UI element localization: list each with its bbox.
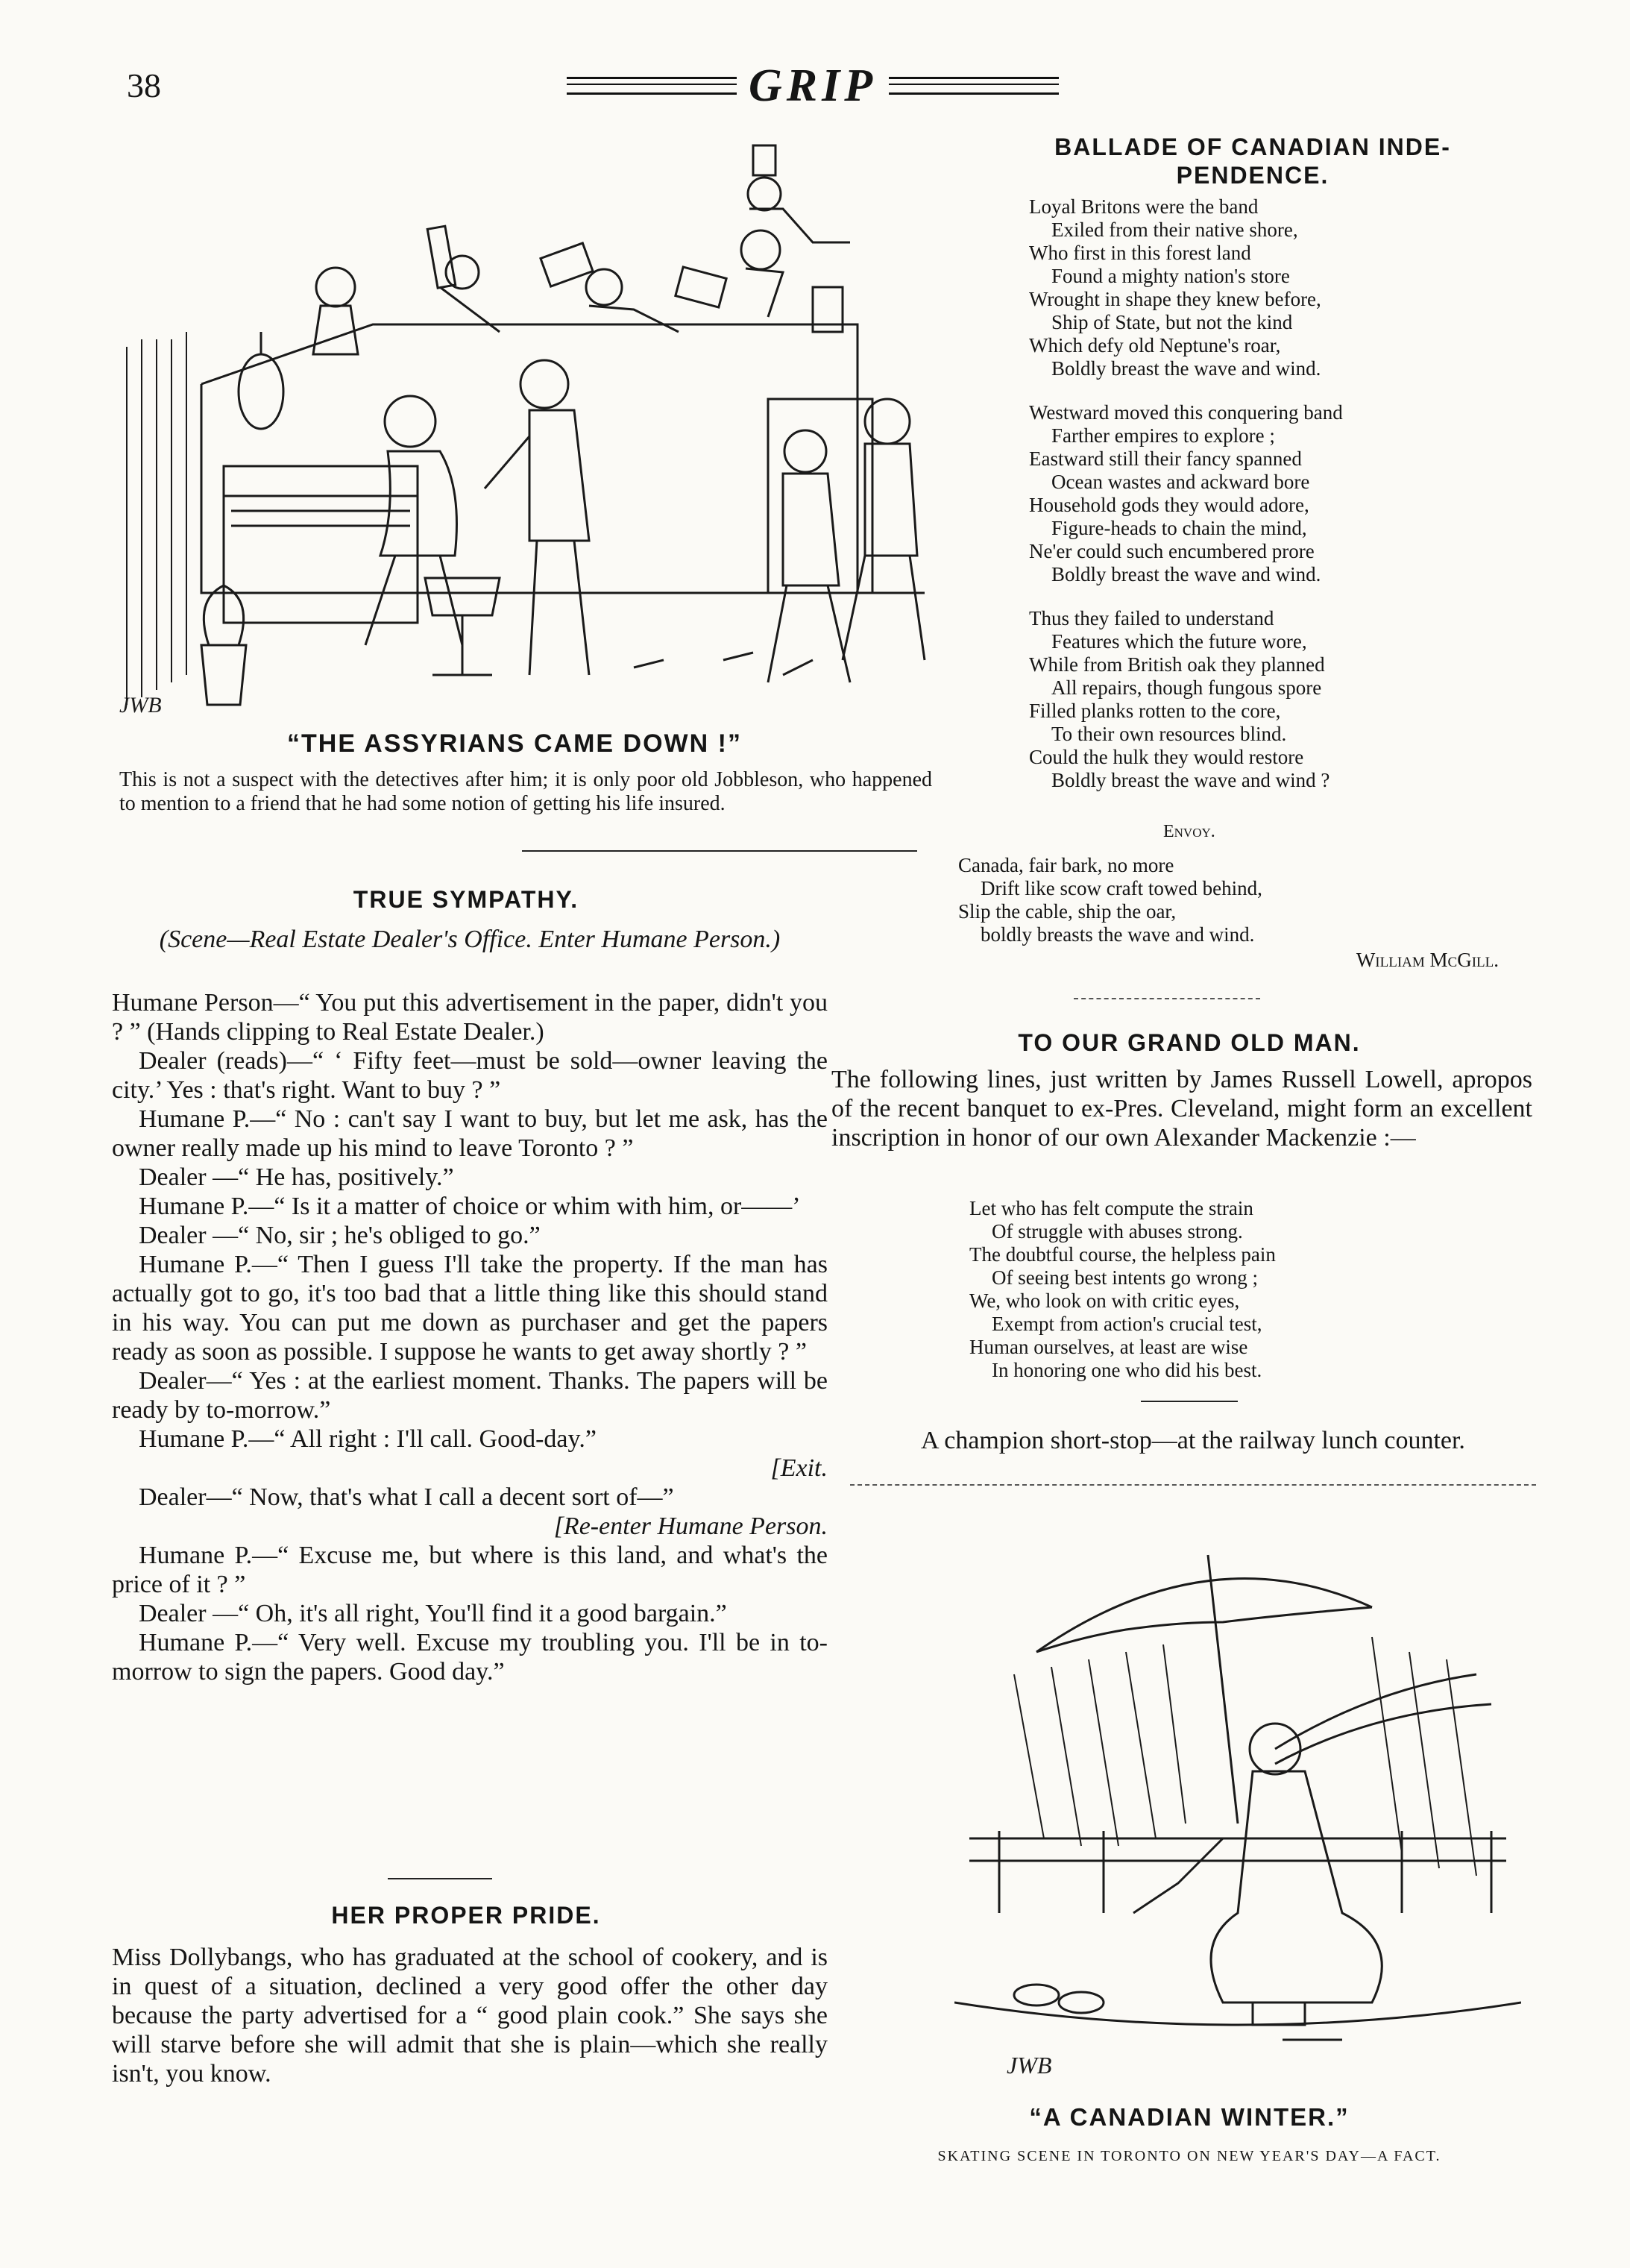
dialogue-paragraph: Dealer—“ Yes : at the earliest moment. Thanks. The papers will be ready by to-morrow.” (112, 1367, 828, 1424)
verse-line: Westward moved this conquering band (1029, 401, 1343, 424)
verse-line: While from British oak they planned (1029, 653, 1325, 676)
verse-line: To their own resources blind. (1051, 723, 1287, 745)
verse-line: Eastward still their fancy spanned (1029, 447, 1302, 470)
ballade-verse (1029, 195, 1551, 813)
envoy-label: Envoy. (1163, 822, 1215, 841)
dialogue-paragraph: Humane P.—“ Then I guess I'll take the property. If the man has actually got to go, it's too bad that a little thing like this should stand in his way. You can put me down as purchaser and get the papers ready as soon as possible. I suppose he wants to get away shortly ? ” (112, 1251, 828, 1366)
masthead (567, 60, 1059, 112)
cartoon-assyrians-subcaption: This is not a suspect with the detectives after him; it is only poor old Jobbleson, who happened to mention to a friend that he had some notion of getting his life insured. (119, 768, 932, 815)
dialogue-paragraph: Humane P.—“ All right : I'll call. Good-day.” (139, 1425, 597, 1453)
verse-line: Filled planks rotten to the core, (1029, 700, 1281, 722)
verse-line: Drift like scow craft towed behind, (981, 877, 1262, 899)
cartoon-winter-signature: JWB (1007, 2052, 1052, 2079)
ballade-stanza (1029, 401, 1551, 586)
verse-line: Farther empires to explore ; (1051, 424, 1275, 447)
verse-line: Found a mighty nation's store (1051, 265, 1290, 287)
verse-line: Exempt from action's crucial test, (992, 1313, 1262, 1335)
divider (1074, 998, 1260, 999)
dialogue-paragraph: Humane P.—“ Is it a matter of choice or whim with him, or——’ (139, 1193, 801, 1220)
verse-line: Human ourselves, at least are wise (969, 1336, 1248, 1358)
verse-line: Slip the cable, ship the oar, (958, 900, 1177, 923)
dialogue-paragraph: Humane P.—“ Very well. Excuse my troubling you. I'll be in to-morrow to sign the papers. Good day.” (112, 1629, 828, 1686)
dialogue-paragraph: Dealer—“ Now, that's what I call a decent sort of—” (139, 1483, 674, 1511)
ballade-envoy (958, 854, 1525, 946)
dialogue-paragraph: Dealer —“ No, sir ; he's obliged to go.” (139, 1222, 541, 1249)
verse-line: Ne'er could such encumbered prore (1029, 540, 1315, 562)
verse-line: Of struggle with abuses strong. (992, 1220, 1243, 1243)
stage-direction: [Re-enter Humane Person. (553, 1512, 828, 1540)
divider (388, 1878, 492, 1879)
masthead-rule-right (889, 77, 1059, 95)
verse-line: Thus they failed to understand (1029, 607, 1274, 629)
verse-line: Household gods they would adore, (1029, 494, 1309, 516)
verse-line: Loyal Britons were the band (1029, 195, 1259, 218)
dialogue-paragraph: Humane P.—“ No : can't say I want to buy, but let me ask, has the owner really made up his mind to leave Toronto ? ” (112, 1105, 828, 1162)
divider (850, 1484, 1536, 1486)
champion-joke: A champion short-stop—at the railway lunch counter. (921, 1427, 1465, 1454)
her-proper-pride-body (112, 1943, 828, 2088)
true-sympathy-title: TRUE SYMPATHY. (353, 886, 579, 913)
grand-old-man-verse (969, 1197, 1491, 1382)
ballade-title-line: BALLADE OF CANADIAN INDE- (1054, 133, 1451, 160)
ballade-title (969, 133, 1536, 189)
verse-line: We, who look on with critic eyes, (969, 1290, 1240, 1312)
ballade-author: William McGill. (1356, 949, 1499, 971)
verse-line: Could the hulk they would restore (1029, 746, 1304, 768)
her-proper-pride-title: HER PROPER PRIDE. (331, 1902, 601, 1929)
verse-line: All repairs, though fungous spore (1051, 676, 1322, 699)
divider (1141, 1401, 1238, 1402)
masthead-title: GRIP (748, 60, 878, 111)
dialogue-paragraph: Dealer (reads)—“ ‘ Fifty feet—must be sold—owner leaving the city.’ Yes : that's right. Want to buy ? ” (112, 1047, 828, 1104)
verse-line: Which defy old Neptune's roar, (1029, 334, 1281, 356)
verse-line: boldly breasts the wave and wind. (981, 923, 1255, 946)
grand-old-man-intro (831, 1065, 1532, 1152)
cartoon-winter-subcaption: SKATING SCENE IN TORONTO ON NEW YEAR'S DAY—A FACT. (937, 2148, 1441, 2164)
cartoon-assyrians-signature: JWB (119, 693, 162, 717)
masthead-rule-left (567, 77, 737, 95)
dialogue-paragraph: Dealer —“ Oh, it's all right, You'll find it a good bargain.” (139, 1600, 727, 1627)
verse-line: Boldly breast the wave and wind ? (1051, 769, 1330, 791)
verse-line: Wrought in shape they knew before, (1029, 288, 1321, 310)
verse-line: Of seeing best intents go wrong ; (992, 1266, 1258, 1289)
verse-line: Ship of State, but not the kind (1051, 311, 1293, 333)
cartoon-assyrians-caption: “THE ASSYRIANS CAME DOWN !” (287, 729, 742, 758)
verse-line: Who first in this forest land (1029, 242, 1251, 264)
verse-line: Boldly breast the wave and wind. (1051, 357, 1321, 380)
verse-line: Ocean wastes and ackward bore (1051, 471, 1310, 493)
stage-direction: [Exit. (770, 1454, 828, 1482)
ballade-title-line: PENDENCE. (1176, 162, 1330, 189)
dialogue-paragraph: Dealer —“ He has, positively.” (139, 1163, 454, 1191)
dialogue-paragraph: Humane P.—“ Excuse me, but where is this land, and what's the price of it ? ” (112, 1542, 828, 1598)
her-proper-pride-text: Miss Dollybangs, who has graduated at the school of cookery, and is in quest of a situation, declined a very good offer the other day because the party advertised for a “ good plain cook.” She says she will starve before she will admit that she is plain—which she really isn't, you know. (112, 1944, 828, 2088)
verse-line: The doubtful course, the helpless pain (969, 1243, 1276, 1266)
divider (522, 850, 917, 852)
cartoon-assyrians-illustration (112, 138, 932, 720)
grand-old-man-title: TO OUR GRAND OLD MAN. (1018, 1029, 1361, 1056)
verse-line: In honoring one who did his best. (992, 1359, 1262, 1381)
verse-line: Features which the future wore, (1051, 630, 1307, 653)
verse-line: Boldly breast the wave and wind. (1051, 563, 1321, 585)
verse-line: Canada, fair bark, no more (958, 854, 1174, 876)
verse-line: Exiled from their native shore, (1051, 219, 1298, 241)
cartoon-winter-caption: “A CANADIAN WINTER.” (1029, 2103, 1350, 2131)
page-number: 38 (127, 66, 161, 104)
verse-line: Figure-heads to chain the mind, (1051, 517, 1307, 539)
true-sympathy-body (112, 988, 828, 1686)
true-sympathy-scene: (Scene—Real Estate Dealer's Office. Enter Humane Person.) (159, 926, 781, 953)
cartoon-winter-illustration (954, 1525, 1521, 2092)
dialogue-paragraph: Humane Person—“ You put this advertisement in the paper, didn't you ? ” (Hands clipping to Real Estate Dealer.) (112, 989, 828, 1046)
ballade-stanza (1029, 607, 1551, 792)
verse-line: Let who has felt compute the strain (969, 1197, 1253, 1219)
grand-old-man-intro-text: The following lines, just written by James Russell Lowell, apropos of the recent banquet to ex-Pres. Cleveland, might form an excellent inscription in honor of our own Alexander Mackenzie :— (831, 1066, 1532, 1152)
ballade-stanza (1029, 195, 1551, 380)
